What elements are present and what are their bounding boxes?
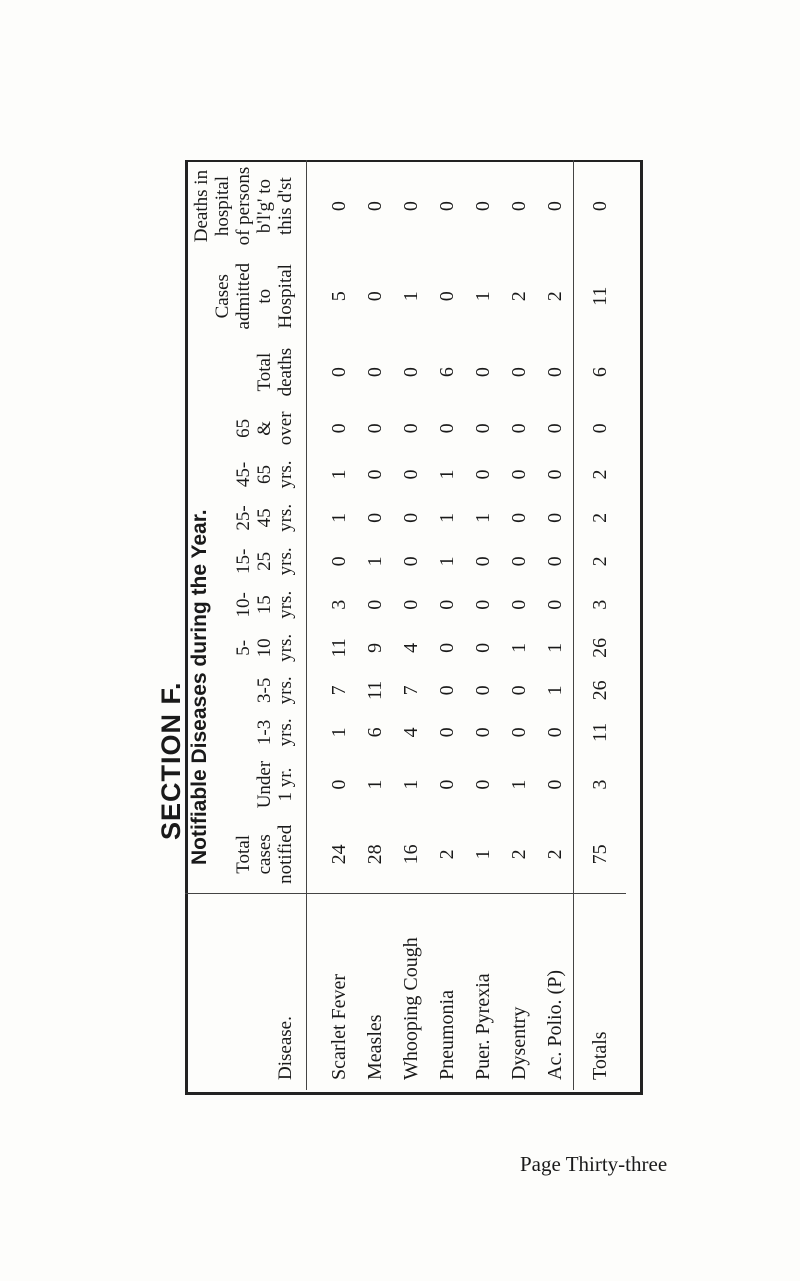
cell-a10-15: 0 — [543, 599, 566, 610]
cell-a45-65: 0 — [543, 469, 566, 480]
cell-a15-25: 0 — [543, 556, 566, 567]
disease-cell: Totals — [574, 894, 627, 1091]
cell-a5-10: 1 — [507, 642, 530, 653]
header-total-deaths: Total deaths — [185, 340, 307, 404]
disease-cell: Ac. Polio. (P) — [537, 894, 574, 1091]
header-age-5-10: 5-10 yrs. — [185, 627, 307, 670]
cell-a65: 0 — [507, 423, 530, 434]
cell-a3-5: 0 — [471, 685, 494, 696]
cell-admitted: 11 — [574, 252, 627, 340]
cell-hosp-deaths: 0 — [435, 201, 458, 212]
cell-admitted: 5 — [327, 291, 350, 302]
cell-a45-65: 1 — [327, 469, 350, 480]
cell-a15-25: 1 — [435, 556, 458, 567]
cell-a3-5: 7 — [327, 685, 350, 696]
cell-deaths: 0 — [399, 367, 422, 378]
cell-a10-15: 3 — [327, 599, 350, 610]
cell-a3-5: 26 — [574, 669, 627, 711]
table-row — [537, 160, 574, 1090]
cell-a45-65: 1 — [435, 469, 458, 480]
table-body — [307, 160, 627, 1090]
header-age-65-over: 65 & over — [185, 404, 307, 453]
disease-cell: Pneumonia — [429, 894, 465, 1091]
header-age-15-25: 15-25 yrs. — [185, 540, 307, 583]
header-age-10-15: 10-15 yrs. — [185, 583, 307, 626]
cell-deaths: 6 — [435, 367, 458, 378]
cell-a15-25: 1 — [363, 556, 386, 567]
cell-hosp-deaths: 0 — [399, 201, 422, 212]
cell-deaths: 0 — [363, 367, 386, 378]
cell-a25-45: 0 — [543, 512, 566, 523]
cell-a45-65: 0 — [363, 469, 386, 480]
cell-a5-10: 0 — [471, 642, 494, 653]
cell-a25-45: 1 — [435, 512, 458, 523]
cell-a10-15: 0 — [471, 599, 494, 610]
cell-a3-5: 1 — [543, 685, 566, 696]
cell-a65: 0 — [399, 423, 422, 434]
cell-a25-45: 0 — [507, 512, 530, 523]
header-age-1-3: 1-3 yrs. — [185, 711, 307, 753]
cell-under-1: 0 — [543, 779, 566, 790]
header-admitted-hospital: Cases admitted to Hospital — [185, 252, 307, 340]
cell-admitted: 1 — [399, 291, 422, 302]
cell-a10-15: 0 — [399, 599, 422, 610]
cell-a1-3: 0 — [507, 727, 530, 738]
cell-admitted: 1 — [471, 291, 494, 302]
cell-total: 2 — [507, 849, 530, 860]
table-row — [357, 160, 393, 1090]
cell-admitted: 0 — [435, 291, 458, 302]
table-row — [465, 160, 501, 1090]
cell-a65: 0 — [543, 423, 566, 434]
header-age-45-65: 45-65 yrs. — [185, 453, 307, 496]
cell-a5-10: 0 — [435, 642, 458, 653]
cell-deaths: 6 — [574, 340, 627, 404]
cell-a15-25: 0 — [471, 556, 494, 567]
header-age-25-45: 25-45 yrs. — [185, 496, 307, 539]
cell-a5-10: 1 — [543, 642, 566, 653]
cell-total: 1 — [471, 849, 494, 860]
header-disease: Disease. — [185, 894, 307, 1091]
table-row — [501, 160, 537, 1090]
cell-under-1: 3 — [574, 753, 627, 815]
cell-a25-45: 0 — [363, 512, 386, 523]
cell-hosp-deaths: 0 — [363, 201, 386, 212]
cell-hosp-deaths: 0 — [574, 160, 627, 252]
cell-hosp-deaths: 0 — [471, 201, 494, 212]
notifiable-diseases-table — [185, 160, 626, 1090]
cell-deaths: 0 — [507, 367, 530, 378]
header-row — [185, 160, 307, 1090]
cell-a10-15: 0 — [363, 599, 386, 610]
cell-a3-5: 7 — [399, 685, 422, 696]
cell-deaths: 0 — [327, 367, 350, 378]
header-total-cases: Total cases notified — [185, 816, 307, 894]
section-subtitle: Notifiable Diseases during the Year. — [188, 509, 211, 865]
cell-a1-3: 6 — [363, 727, 386, 738]
cell-admitted: 2 — [507, 291, 530, 302]
cell-total: 2 — [543, 849, 566, 860]
cell-a65: 0 — [471, 423, 494, 434]
disease-cell: Measles — [357, 894, 393, 1091]
section-title: SECTION F. — [156, 681, 186, 840]
table-row — [393, 160, 429, 1090]
header-age-3-5: 3-5 yrs. — [185, 669, 307, 711]
cell-a1-3: 0 — [471, 727, 494, 738]
disease-cell: Dysentry — [501, 894, 537, 1091]
cell-total: 75 — [574, 816, 627, 894]
cell-a3-5: 11 — [363, 680, 386, 700]
disease-cell: Scarlet Fever — [307, 894, 358, 1091]
cell-a65: 0 — [363, 423, 386, 434]
cell-total: 24 — [327, 844, 350, 865]
cell-a1-3: 11 — [574, 711, 627, 753]
cell-a1-3: 4 — [399, 727, 422, 738]
cell-deaths: 0 — [471, 367, 494, 378]
cell-admitted: 2 — [543, 291, 566, 302]
cell-a25-45: 2 — [574, 496, 627, 539]
cell-a65: 0 — [327, 423, 350, 434]
cell-a1-3: 0 — [435, 727, 458, 738]
cell-hosp-deaths: 0 — [507, 201, 530, 212]
cell-total: 16 — [399, 844, 422, 865]
cell-under-1: 1 — [507, 779, 530, 790]
disease-cell: Puer. Pyrexia — [465, 894, 501, 1091]
cell-a45-65: 0 — [471, 469, 494, 480]
cell-a45-65: 2 — [574, 453, 627, 496]
cell-a1-3: 0 — [543, 727, 566, 738]
cell-a15-25: 0 — [507, 556, 530, 567]
cell-a25-45: 1 — [471, 512, 494, 523]
cell-a25-45: 1 — [327, 512, 350, 523]
table-row — [429, 160, 465, 1090]
cell-a10-15: 3 — [574, 583, 627, 626]
cell-a3-5: 0 — [435, 685, 458, 696]
cell-under-1: 1 — [363, 779, 386, 790]
rotated-table-layer — [185, 160, 637, 1090]
cell-a45-65: 0 — [507, 469, 530, 480]
cell-under-1: 0 — [471, 779, 494, 790]
cell-a10-15: 0 — [435, 599, 458, 610]
cell-a15-25: 0 — [327, 556, 350, 567]
cell-a1-3: 1 — [327, 727, 350, 738]
cell-under-1: 0 — [327, 779, 350, 790]
cell-a3-5: 0 — [507, 685, 530, 696]
cell-total: 28 — [363, 844, 386, 865]
cell-a25-45: 0 — [399, 512, 422, 523]
cell-hosp-deaths: 0 — [327, 201, 350, 212]
cell-a45-65: 0 — [399, 469, 422, 480]
table-row — [307, 160, 358, 1090]
cell-hosp-deaths: 0 — [543, 201, 566, 212]
page-footer: Page Thirty-three — [520, 1152, 668, 1176]
cell-a15-25: 2 — [574, 540, 627, 583]
cell-under-1: 0 — [435, 779, 458, 790]
cell-total: 2 — [435, 849, 458, 860]
header-deaths-in-hospital: Deaths in hospital of persons b'l'g' to this d'st — [185, 160, 307, 252]
cell-a10-15: 0 — [507, 599, 530, 610]
cell-under-1: 1 — [399, 779, 422, 790]
cell-a65: 0 — [574, 404, 627, 453]
cell-admitted: 0 — [363, 291, 386, 302]
disease-cell: Whooping Cough — [393, 894, 429, 1091]
header-under-1: Under 1 yr. — [185, 753, 307, 815]
cell-a65: 0 — [435, 423, 458, 434]
cell-a5-10: 26 — [574, 627, 627, 670]
totals-row — [574, 160, 627, 1090]
cell-a15-25: 0 — [399, 556, 422, 567]
cell-a5-10: 4 — [399, 642, 422, 653]
cell-deaths: 0 — [543, 367, 566, 378]
cell-a5-10: 9 — [363, 642, 386, 653]
cell-a5-10: 11 — [327, 638, 350, 658]
